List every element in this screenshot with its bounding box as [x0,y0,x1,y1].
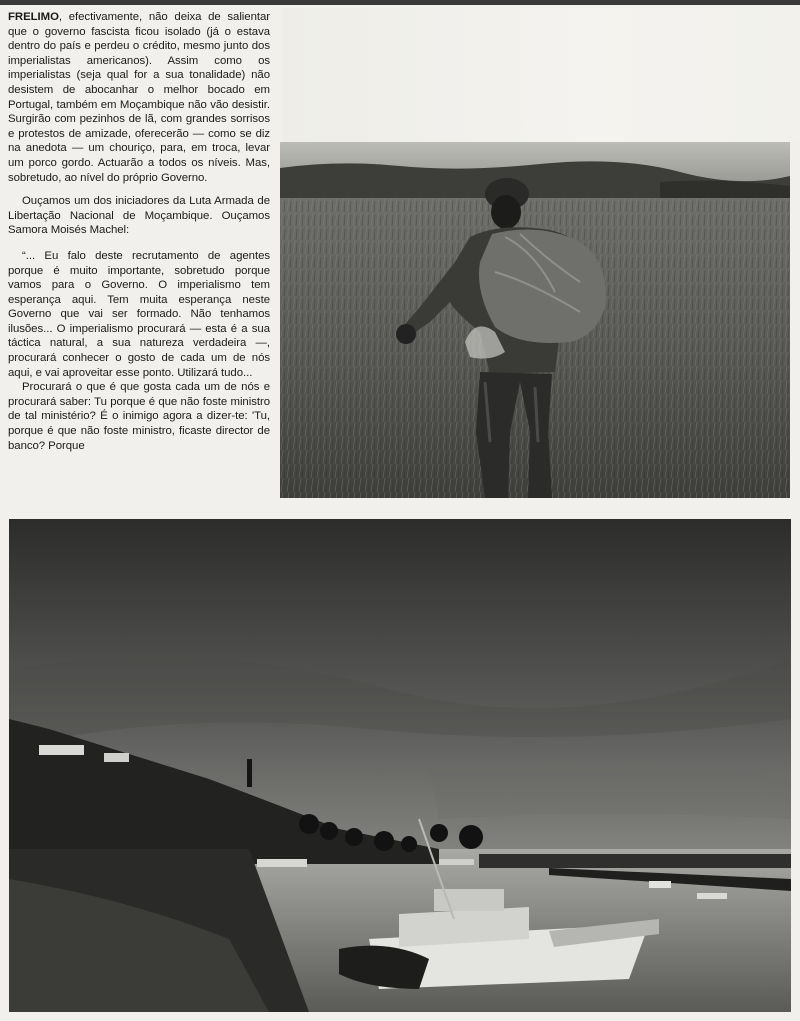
paragraph-1-text: , efectivamente, não deixa de salientar que o governo fascista ficou isolado (já o estava dentro do país e perdeu o crédito, mesmo junto dos imperialistas americanos). Assim como os imperialistas (seja qual for a sua tonalidade) não desistem de abocanhar o melhor bocado em Portugal, também em Moçambique não vão desistir. Surgirão com pezinhos de lã, com grandes sorrisos e protestos de amizade, oferecerão — como se diz na anedota — um chouriço, para, em troca, levar um porco gordo. Actuarão a todos os níveis. Mas, sobretudo, ao nível do próprio Governo. [8,11,270,184]
top-rule [0,0,800,5]
article-paragraph-4: Procurará o que é que gosta cada um de nós e procurará saber: Tu porque é que não foste ministro de tal ministério? É o inimigo agora a dizer-te: 'Tu, porque é que não foste ministro, ficaste director de banco? Porque [8,381,270,452]
article-paragraph-3-quote: “... Eu falo deste recrutamento de agentes porque é muito importante, sobretudo porque vamos para o Governo. O imperialismo tem esperança aqui. Tem muita esperança neste Governo que vai ser formado. Não tenhamos ilusões... O imperialismo procurará — esta é a sua táctica natural, a sua natureza verdadeira —, procurará conhecer o gosto de cada um de nós aqui, e vai aproveitar esse ponto. Utilizará tudo... [8,249,270,379]
harbour-photo [9,519,791,1012]
article-text-column [8,10,270,453]
faint-background-portrait [282,8,800,142]
lead-word: FRELIMO [8,11,59,23]
harbour-photo-image [9,519,791,1012]
article-paragraph-1 [8,10,270,185]
article-paragraph-2: Ouçamos um dos iniciadores da Luta Armada de Libertação Nacional de Moçambique. Ouçamos Samora Moisés Machel: [8,195,270,237]
soldier-photo-image [280,142,790,498]
soldier-photo [280,142,790,498]
